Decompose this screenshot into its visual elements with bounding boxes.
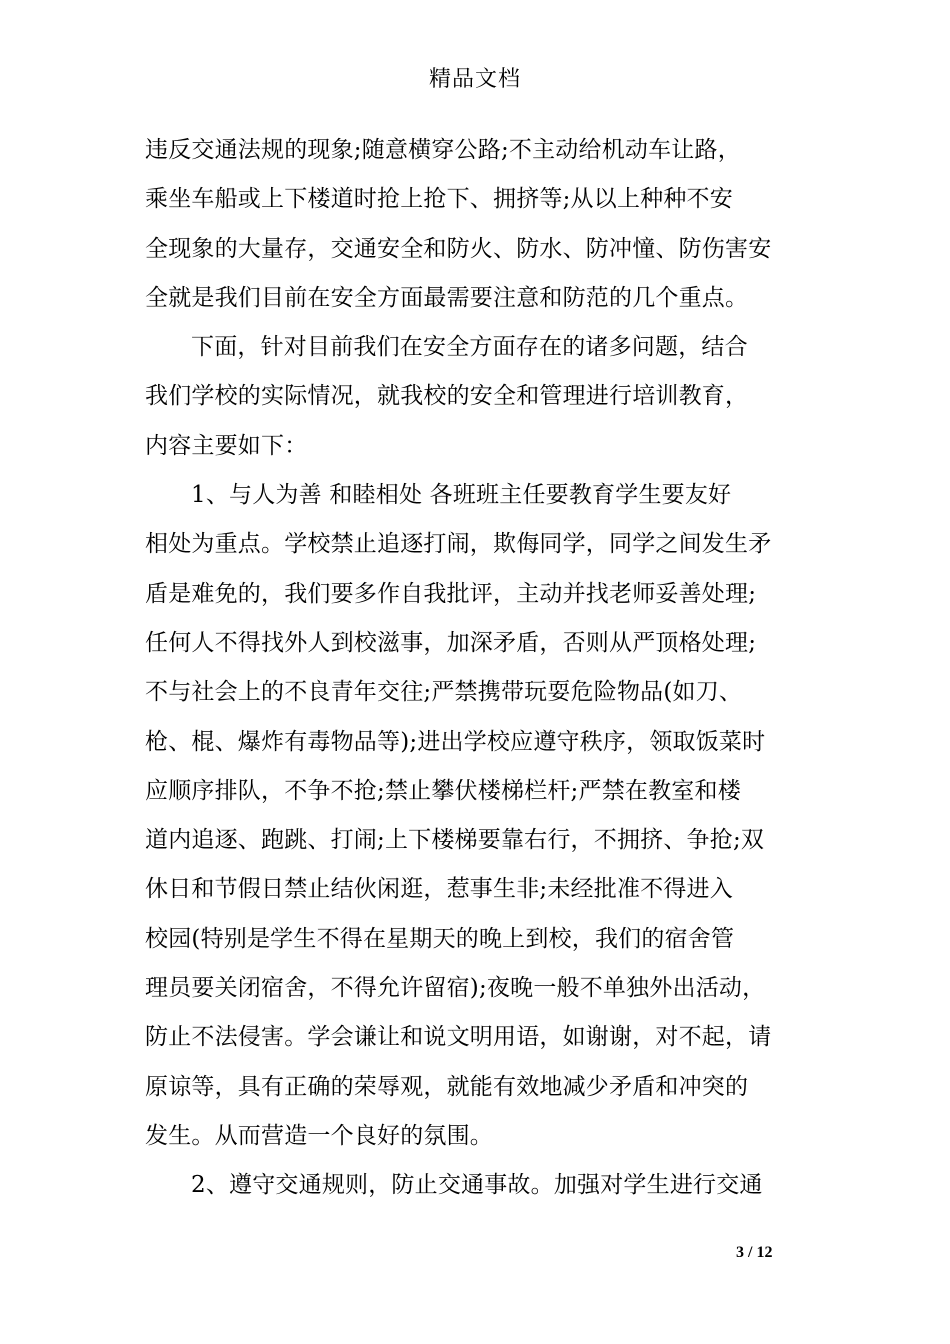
paragraph-first-line: 下面，针对目前我们在安全方面存在的诸多问题，结合 [191, 334, 748, 361]
text-line: 乘坐车船或上下楼道时抢上抢下、拥挤等;从以上种种不安 [145, 186, 733, 213]
text-line: 枪、棍、爆炸有毒物品等);进出学校应遵守秩序，领取饭菜时 [145, 728, 766, 755]
text-line: 原谅等，具有正确的荣辱观，就能有效地减少矛盾和冲突的 [145, 1073, 749, 1100]
paragraph-first-line: 2、遵守交通规则，防止交通事故。加强对学生进行交通 [191, 1172, 763, 1199]
text-line: 盾是难免的，我们要多作自我批评，主动并找老师妥善处理; [145, 580, 757, 607]
page-number: 3 / 12 [736, 1244, 773, 1261]
text-line: 发生。从而营造一个良好的氛围。 [145, 1122, 493, 1149]
text-line: 内容主要如下： [145, 432, 308, 459]
text-line: 防止不法侵害。学会谦让和说文明用语，如谢谢，对不起，请 [145, 1024, 772, 1051]
text-line: 违反交通法规的现象;随意横穿公路;不主动给机动车让路， [145, 137, 741, 163]
text-line: 全现象的大量存，交通安全和防火、防水、防冲憧、防伤害安 [145, 235, 772, 262]
text-line: 理员要关闭宿舍，不得允许留宿);夜晚一般不单独外出活动， [145, 975, 766, 1002]
text-line: 道内追逐、跑跳、打闹;上下楼梯要靠右行，不拥挤、争抢;双 [145, 827, 765, 854]
paragraph-first-line: 1、与人为善 和睦相处 各班班主任要教育学生要友好 [191, 482, 732, 509]
document-body [145, 126, 810, 1211]
page-header: 精品文档 [428, 67, 521, 92]
text-line: 任何人不得找外人到校滋事，加深矛盾，否则从严顶格处理; [145, 629, 757, 656]
text-line: 我们学校的实际情况，就我校的安全和管理进行培训教育， [145, 383, 749, 410]
text-line: 应顺序排队，不争不抢;禁止攀伏楼梯栏杆;严禁在教室和楼 [145, 777, 741, 804]
text-line: 不与社会上的不良青年交往;严禁携带玩耍危险物品(如刀、 [145, 679, 743, 706]
text-line: 相处为重点。学校禁止追逐打闹，欺侮同学，同学之间发生矛 [145, 531, 772, 558]
text-line: 全就是我们目前在安全方面最需要注意和防范的几个重点。 [145, 284, 749, 311]
text-line: 校园(特别是学生不得在星期天的晚上到校，我们的宿舍管 [145, 925, 735, 952]
text-line: 休日和节假日禁止结伙闲逛，惹事生非;未经批准不得进入 [145, 876, 733, 903]
